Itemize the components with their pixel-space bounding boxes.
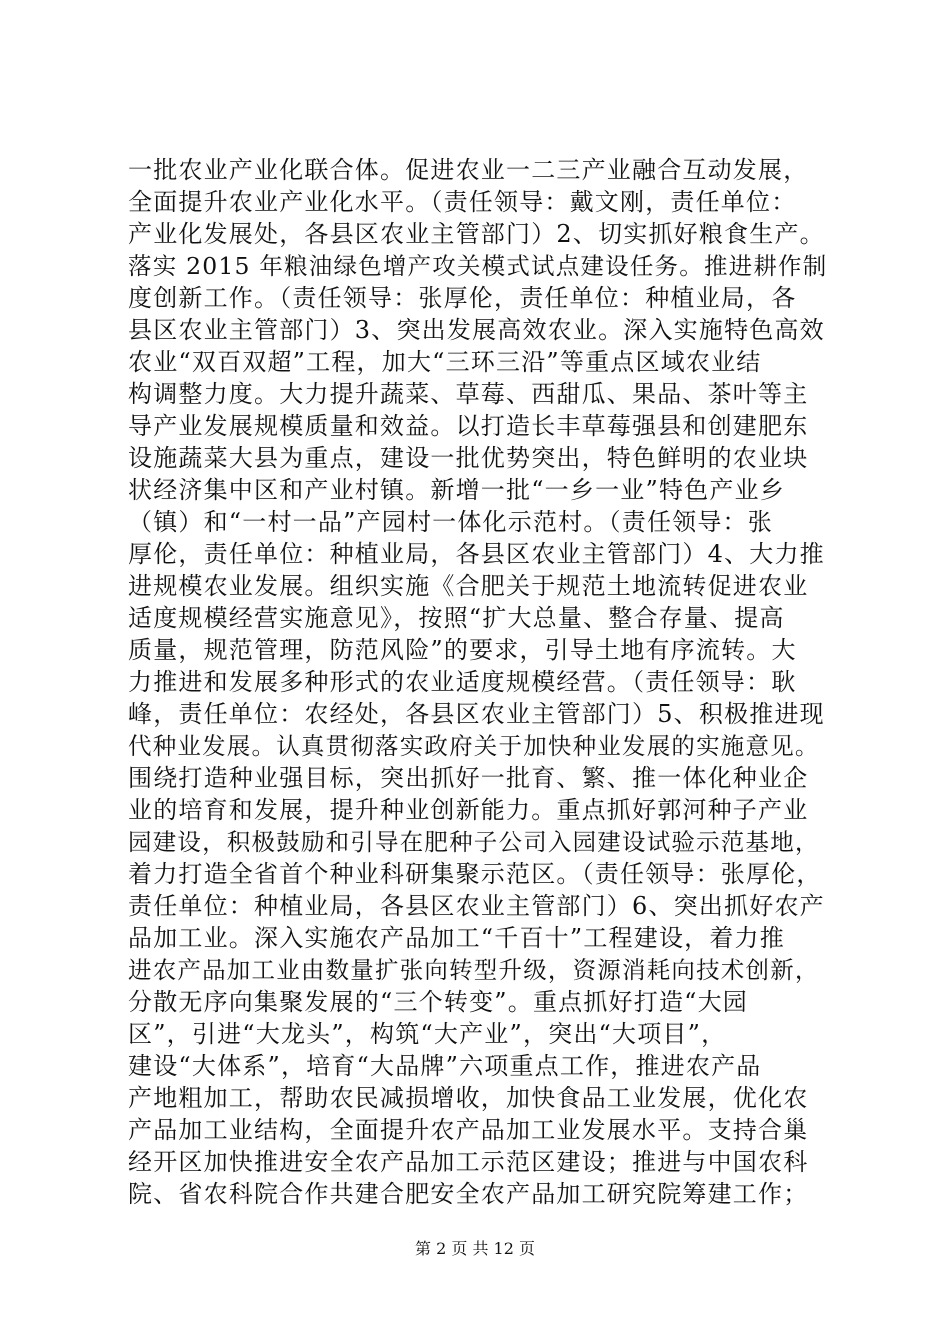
text-line: 构调整力度。大力提升蔬菜、草莓、西甜瓜、果品、茶叶等主 <box>128 380 809 408</box>
text-line: 适度规模经营实施意见》，按照“扩大总量、整合存量、提高 <box>128 604 785 632</box>
text-line: 落实 2015 年粮油绿色增产攻关模式试点建设任务。推进耕作制 <box>128 252 828 280</box>
text-line: 院、省农科院合作共建合肥安全农产品加工研究院筹建工作； <box>128 1180 809 1208</box>
text-line: 进规模农业发展。组织实施《合肥关于规范土地流转促进农业 <box>128 572 809 600</box>
text-line: 导产业发展规模质量和效益。以打造长丰草莓强县和创建肥东 <box>128 412 809 440</box>
text-line: 品加工业。深入实施农产品加工“千百十”工程建设，着力推 <box>128 924 785 952</box>
text-line: 产业化发展处，各县区农业主管部门）2、切实抓好粮食生产。 <box>128 220 825 248</box>
text-line: 围绕打造种业强目标，突出抓好一批育、繁、推一体化种业企 <box>128 764 809 792</box>
text-line: 园建设，积极鼓励和引导在肥种子公司入园建设试验示范基地， <box>128 828 820 856</box>
text-line: 着力打造全省首个种业科研集聚示范区。（责任领导：张厚伦， <box>128 860 822 888</box>
text-line: 状经济集中区和产业村镇。新增一批“一乡一业”特色产业乡 <box>128 476 785 504</box>
text-line: 县区农业主管部门）3、突出发展高效农业。深入实施特色高效 <box>128 316 825 344</box>
text-line: 责任单位：种植业局，各县区农业主管部门）6、突出抓好农产 <box>128 892 825 920</box>
text-line: 农业“双百双超”工程，加大“三环三沿”等重点区域农业结 <box>128 348 762 376</box>
text-line: 一批农业产业化联合体。促进农业一二三产业融合互动发展， <box>128 156 809 184</box>
text-line: 峰，责任单位：农经处，各县区农业主管部门）5、积极推进现 <box>128 700 825 728</box>
text-line: 设施蔬菜大县为重点，建设一批优势突出，特色鲜明的农业块 <box>128 444 809 472</box>
text-line: 全面提升农业产业化水平。（责任领导：戴文刚，责任单位： <box>128 188 797 216</box>
text-line: 业的培育和发展，提升种业创新能力。重点抓好郭河种子产业 <box>128 796 809 824</box>
text-line: 厚伦，责任单位：种植业局，各县区农业主管部门）4、大力推 <box>128 540 825 568</box>
text-line: 力推进和发展多种形式的农业适度规模经营。（责任领导：耿 <box>128 668 797 696</box>
text-line: 代种业发展。认真贯彻落实政府关于加快种业发展的实施意见。 <box>128 732 820 760</box>
text-line: 度创新工作。（责任领导：张厚伦，责任单位：种植业局，各 <box>128 284 797 312</box>
text-line: 建设“大体系”，培育“大品牌”六项重点工作，推进农产品 <box>128 1052 762 1080</box>
text-line: 质量，规范管理，防范风险”的要求，引导土地有序流转。大 <box>128 636 797 664</box>
text-line: 分散无序向集聚发展的“三个转变”。重点抓好打造“大园 <box>128 988 749 1016</box>
text-line: 产品加工业结构，全面提升农产品加工业发展水平。支持合巢 <box>128 1116 809 1144</box>
text-line: 产地粗加工，帮助农民减损增收，加快食品工业发展，优化农 <box>128 1084 809 1112</box>
text-line: （镇）和“一村一品”产园村一体化示范村。（责任领导：张 <box>128 508 773 536</box>
page-footer: 第 2 页 共 12 页 <box>415 1239 535 1258</box>
text-line: 进农产品加工业由数量扩张向转型升级，资源消耗向技术创新， <box>128 956 820 984</box>
body-text <box>128 154 828 1210</box>
text-line: 区”，引进“大龙头”，构筑“大产业”，突出“大项目”， <box>128 1020 727 1048</box>
text-line: 经开区加快推进安全农产品加工示范区建设；推进与中国农科 <box>128 1148 809 1176</box>
